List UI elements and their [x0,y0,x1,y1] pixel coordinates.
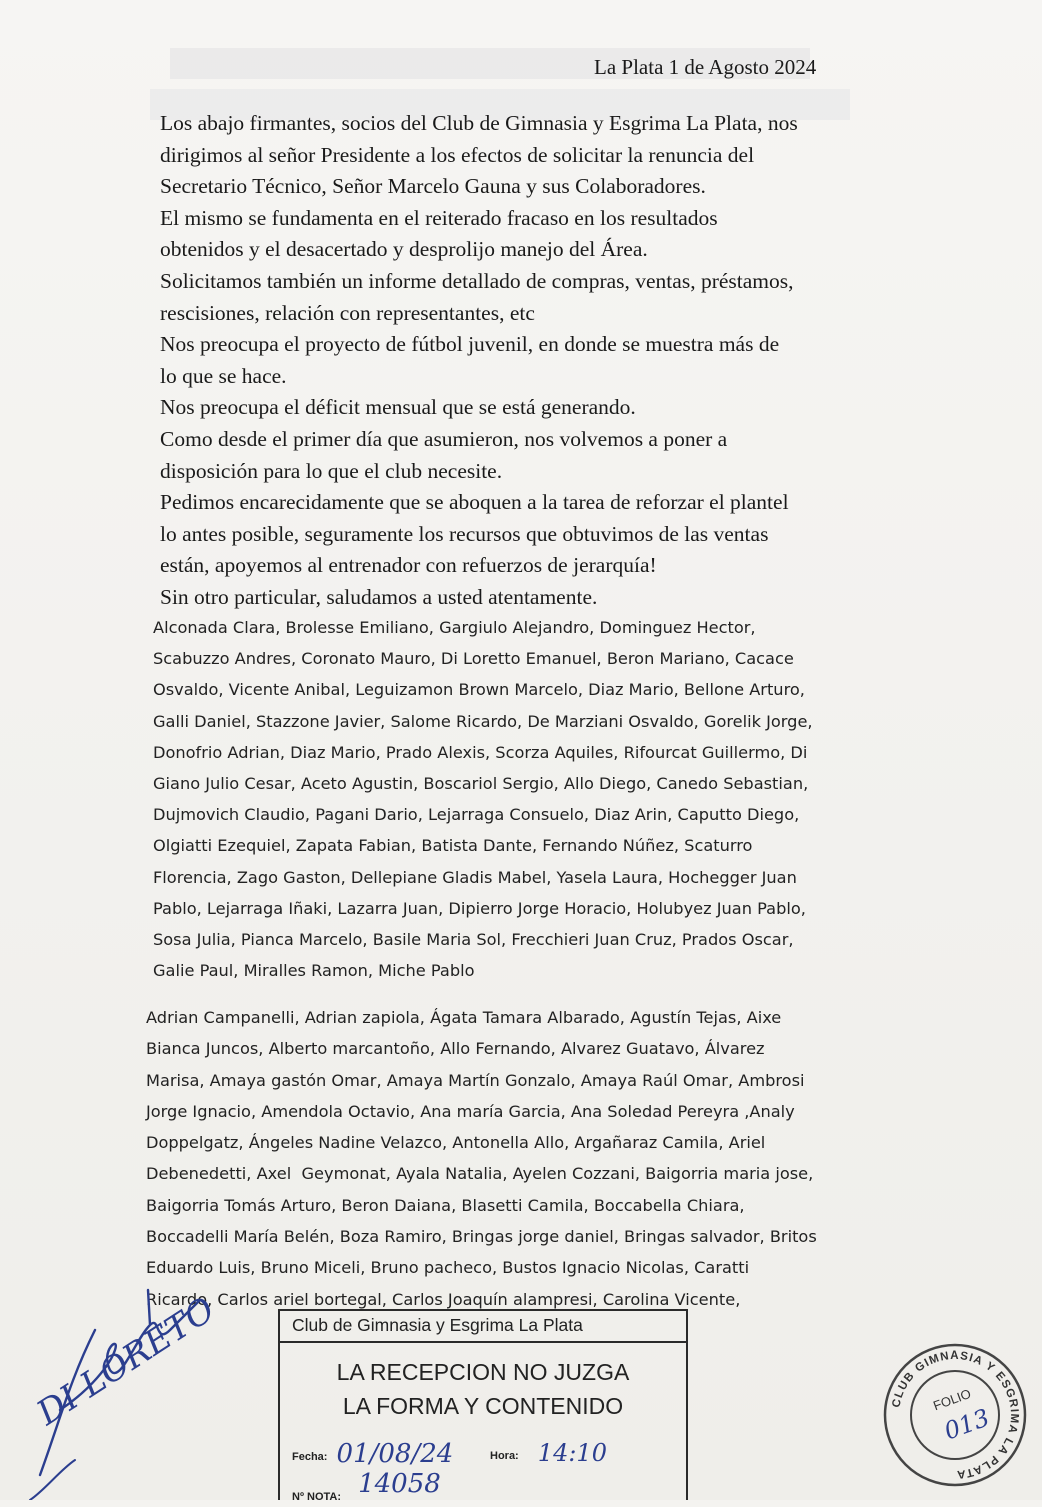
letter-line: Como desde el primer día que asumieron, nos volvemos a poner a [160,426,728,451]
letter-line: lo antes posible, seguramente los recursos que obtuvimos de las ventas [160,521,769,546]
letter-line: Nos preocupa el déficit mensual que se está generando. [160,395,636,420]
signer-line: Galli Daniel, Stazzone Javier, Salome Ricardo, De Marziani Osvaldo, Gorelik Jorge, [153,711,813,731]
signer-line: Florencia, Zago Gaston, Dellepiane Gladis Mabel, Yasela Laura, Hochegger Juan [153,867,797,887]
seal-ring-text: CLUB GIMNASIA Y ESGRIMA LA PLATA [890,1349,1021,1481]
signature-printed-name: DI LORETO [30,1289,222,1434]
letter-line: disposición para lo que el club necesite. [160,458,503,483]
signer-line: Osvaldo, Vicente Anibal, Leguizamon Brown Marcelo, Diaz Mario, Bellone Arturo, [153,680,805,700]
letter-line: obtenidos y el desacertado y desprolijo manejo del Área. [160,237,648,262]
signer-line: Giano Julio Cesar, Aceto Agustin, Boscariol Sergio, Allo Diego, Canedo Sebastian, [153,774,809,794]
letter-line: Sin otro particular, saludamos a usted atentamente. [160,584,598,609]
letter-body [160,108,950,614]
signer-line: Debenedetti, Axel Geymonat, Ayala Natalia, Ayelen Cozzani, Baigorria maria jose, [146,1164,814,1184]
stamp-header: Club de Gimnasia y Esgrima La Plata [280,1311,686,1343]
nota-handwritten: 14058 [358,1469,441,1499]
letter-line: Secretario Técnico, Señor Marcelo Gauna y sus Colaboradores. [160,174,706,199]
stamp-line-2: LA FORMA Y CONTENIDO [342,1393,624,1419]
signer-line: Dujmovich Claudio, Pagani Dario, Lejarraga Consuelo, Diaz Arin, Caputto Diego, [153,805,800,825]
signers-list-1 [153,612,943,986]
letter-line: rescisiones, relación con representantes, etc [160,300,535,325]
signer-line: Olgiatti Ezequiel, Zapata Fabian, Batista Dante, Fernando Núñez, Scaturro [153,836,753,856]
signer-line: Adrian Campanelli, Adrian zapiola, Ágata Tamara Albarado, Agustín Tejas, Aixe [146,1008,782,1027]
letter-line: Nos preocupa el proyecto de fútbol juvenil, en donde se muestra más de [160,332,780,357]
letter-line: lo que se hace. [160,363,287,388]
letter-line: dirigimos al señor Presidente a los efectos de solicitar la renuncia del [160,142,755,167]
signer-line: Ricardo, Carlos ariel bortegal, Carlos Joaquín alampresi, Carolina Vicente, [146,1289,741,1309]
signer-line: Pablo, Lejarraga Iñaki, Lazarra Juan, Dipierro Jorge Horacio, Holubyez Juan Pablo, [153,898,806,918]
signer-line: Sosa Julia, Pianca Marcelo, Basile Maria Sol, Frecchieri Juan Cruz, Prados Oscar, [153,930,794,950]
date-line: La Plata 1 de Agosto 2024 [594,55,817,79]
signer-line: Boccadelli María Belén, Boza Ramiro, Bringas jorge daniel, Bringas salvador, Britos [146,1227,817,1247]
signer-line: Eduardo Luis, Bruno Miceli, Bruno pacheco, Bustos Ignacio Nicolas, Caratti [146,1258,750,1278]
signer-line: Scabuzzo Andres, Coronato Mauro, Di Loretto Emanuel, Beron Mariano, Cacace [153,649,794,669]
signer-line: Marisa, Amaya gastón Omar, Amaya Martín Gonzalo, Amaya Raúl Omar, Ambrosi [146,1070,805,1090]
nota-label: Nº NOTA: [292,1491,342,1503]
signer-line: Donofrio Adrian, Diaz Mario, Prado Alexis, Scorza Aquiles, Rifourcat Guillermo, Di [153,742,808,762]
handwritten-signature [0,1270,270,1500]
signer-line: Galie Paul, Miralles Ramon, Miche Pablo [153,961,475,981]
signer-line: Alconada Clara, Brolesse Emiliano, Gargiulo Alejandro, Dominguez Hector, [153,618,756,637]
letter-line: están, apoyemos al entrenador con refuerzos de jerarquía! [160,553,657,578]
fecha-label: Fecha: [292,1451,328,1463]
signer-line: Bianca Juncos, Alberto marcantoño, Allo Fernando, Alvarez Guatavo, Álvarez [146,1039,765,1059]
signer-line: Doppelgatz, Ángeles Nadine Velazco, Antonella Allo, Argañaraz Camila, Ariel [146,1133,766,1153]
signers-list-2 [146,1002,946,1315]
hora-label: Hora: [490,1450,519,1462]
stamp-line-1: LA RECEPCION NO JUZGA [336,1359,630,1385]
reception-stamp [278,1309,688,1503]
seal-folio-label: FOLIO [931,1385,973,1414]
signer-line: Jorge Ignacio, Amendola Octavio, Ana maría Garcia, Ana Soledad Pereyra ,Analy [146,1101,795,1121]
club-seal [880,1340,1030,1490]
hora-handwritten: 14:10 [537,1439,607,1467]
letter-line: Solicitamos también un informe detallado de compras, ventas, préstamos, [160,268,794,293]
letter-line: Pedimos encarecidamente que se aboquen a la tarea de reforzar el plantel [160,490,789,515]
seal-folio-number: 013 [940,1403,994,1446]
letter-line: El mismo se fundamenta en el reiterado fracaso en los resultados [160,205,718,230]
fecha-handwritten: 01/08/24 [336,1439,454,1469]
letter-line: Los abajo firmantes, socios del Club de Gimnasia y Esgrima La Plata, nos [160,111,798,135]
signer-line: Baigorria Tomás Arturo, Beron Daiana, Blasetti Camila, Boccabella Chiara, [146,1195,745,1215]
